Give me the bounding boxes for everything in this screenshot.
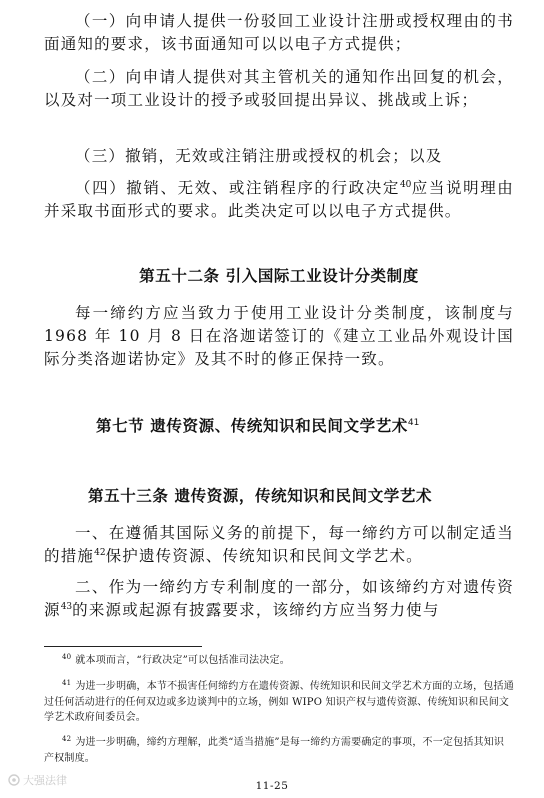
footnote-41-number: 41: [62, 678, 72, 687]
item-1-text: （一）向申请人提供一份驳回工业设计注册或授权理由的书面通知的要求，该书面通知可以以电子方式提供；: [44, 12, 514, 53]
article-53-p1-text-after: 保护遗传资源、传统知识和民间文学艺术。: [105, 547, 423, 565]
article-53-paragraph-2: [44, 576, 514, 622]
item-4-text-after: 应当说明理由并采取书面形式的要求。此类决定可以以电子方式提供。: [44, 179, 514, 220]
footnote-40-text: 就本项而言，“行政决定”可以包括准司法决定。: [75, 655, 290, 666]
section-7-heading: [96, 415, 516, 437]
page-number: 11-25: [255, 780, 289, 792]
article-52-body: [44, 302, 514, 371]
article-53-p1-text-before: 一、在遵循其国际义务的前提下，每一缔约方可以制定适当的措施: [44, 524, 514, 565]
footnote-40-number: 40: [62, 652, 72, 661]
article-53-p2-text-after: 的来源或起源有披露要求，该缔约方应当努力使与: [72, 601, 440, 619]
article-53-p2-text-before: 二、作为一缔约方专利制度的一部分，如该缔约方对遗传资源: [44, 578, 514, 619]
watermark-text: 大强法律: [23, 774, 67, 787]
article-53-heading: 第五十三条 遗传资源，传统知识和民间文学艺术: [88, 487, 433, 505]
item-4-text-before: （四）撤销、无效、或注销程序的行政决定: [75, 179, 400, 197]
footnote-42-number: 42: [62, 734, 72, 743]
footnote-divider: [44, 646, 202, 647]
paragraph-item-4: [44, 177, 514, 223]
footnote-42-text: 为进一步明确，缔约方理解，此类“适当措施”是每一缔约方需要确定的事项，不一定包括其知识产权制度。: [44, 737, 505, 764]
footnote-41-text: 为进一步明确，本节不损害任何缔约方在遗传资源、传统知识和民间文学艺术方面的立场，包括通过任何活动进行的任何双边或多边谈判中的立场，例如 WIPO 知识产权与遗传资源、传统知识和民间文学艺术政府间委员会。: [44, 681, 514, 723]
footnote-40: [44, 653, 514, 669]
article-53-paragraph-1: [44, 522, 514, 568]
footnote-ref-43[interactable]: 43: [60, 601, 73, 612]
paragraph-item-1: [44, 10, 514, 56]
footnote-ref-40[interactable]: 40: [399, 179, 412, 190]
footnote-ref-41[interactable]: 41: [407, 417, 420, 428]
item-2-text: （二）向申请人提供对其主管机关的通知作出回复的机会，以及对一项工业设计的授予或驳回提出异议、挑战或上诉；: [44, 68, 514, 109]
paragraph-item-2: [44, 66, 514, 112]
item-3-text: （三）撤销，无效或注销注册或授权的机会；以及: [75, 147, 443, 165]
article-52-heading: 第五十二条 引入国际工业设计分类制度: [139, 267, 419, 285]
article-52-text: 每一缔约方应当致力于使用工业设计分类制度，该制度与 1968 年 10 月 8 日在洛迦诺签订的《建立工业品外观设计国际分类洛迦诺协定》及其不时的修正保持一致。: [44, 304, 514, 368]
footnote-ref-42[interactable]: 42: [94, 547, 106, 558]
footnote-42: [44, 735, 514, 766]
footnote-41: [44, 679, 514, 726]
section-7-title: 第七节 遗传资源、传统知识和民间文学艺术: [96, 417, 408, 435]
paragraph-item-3: [44, 145, 514, 168]
